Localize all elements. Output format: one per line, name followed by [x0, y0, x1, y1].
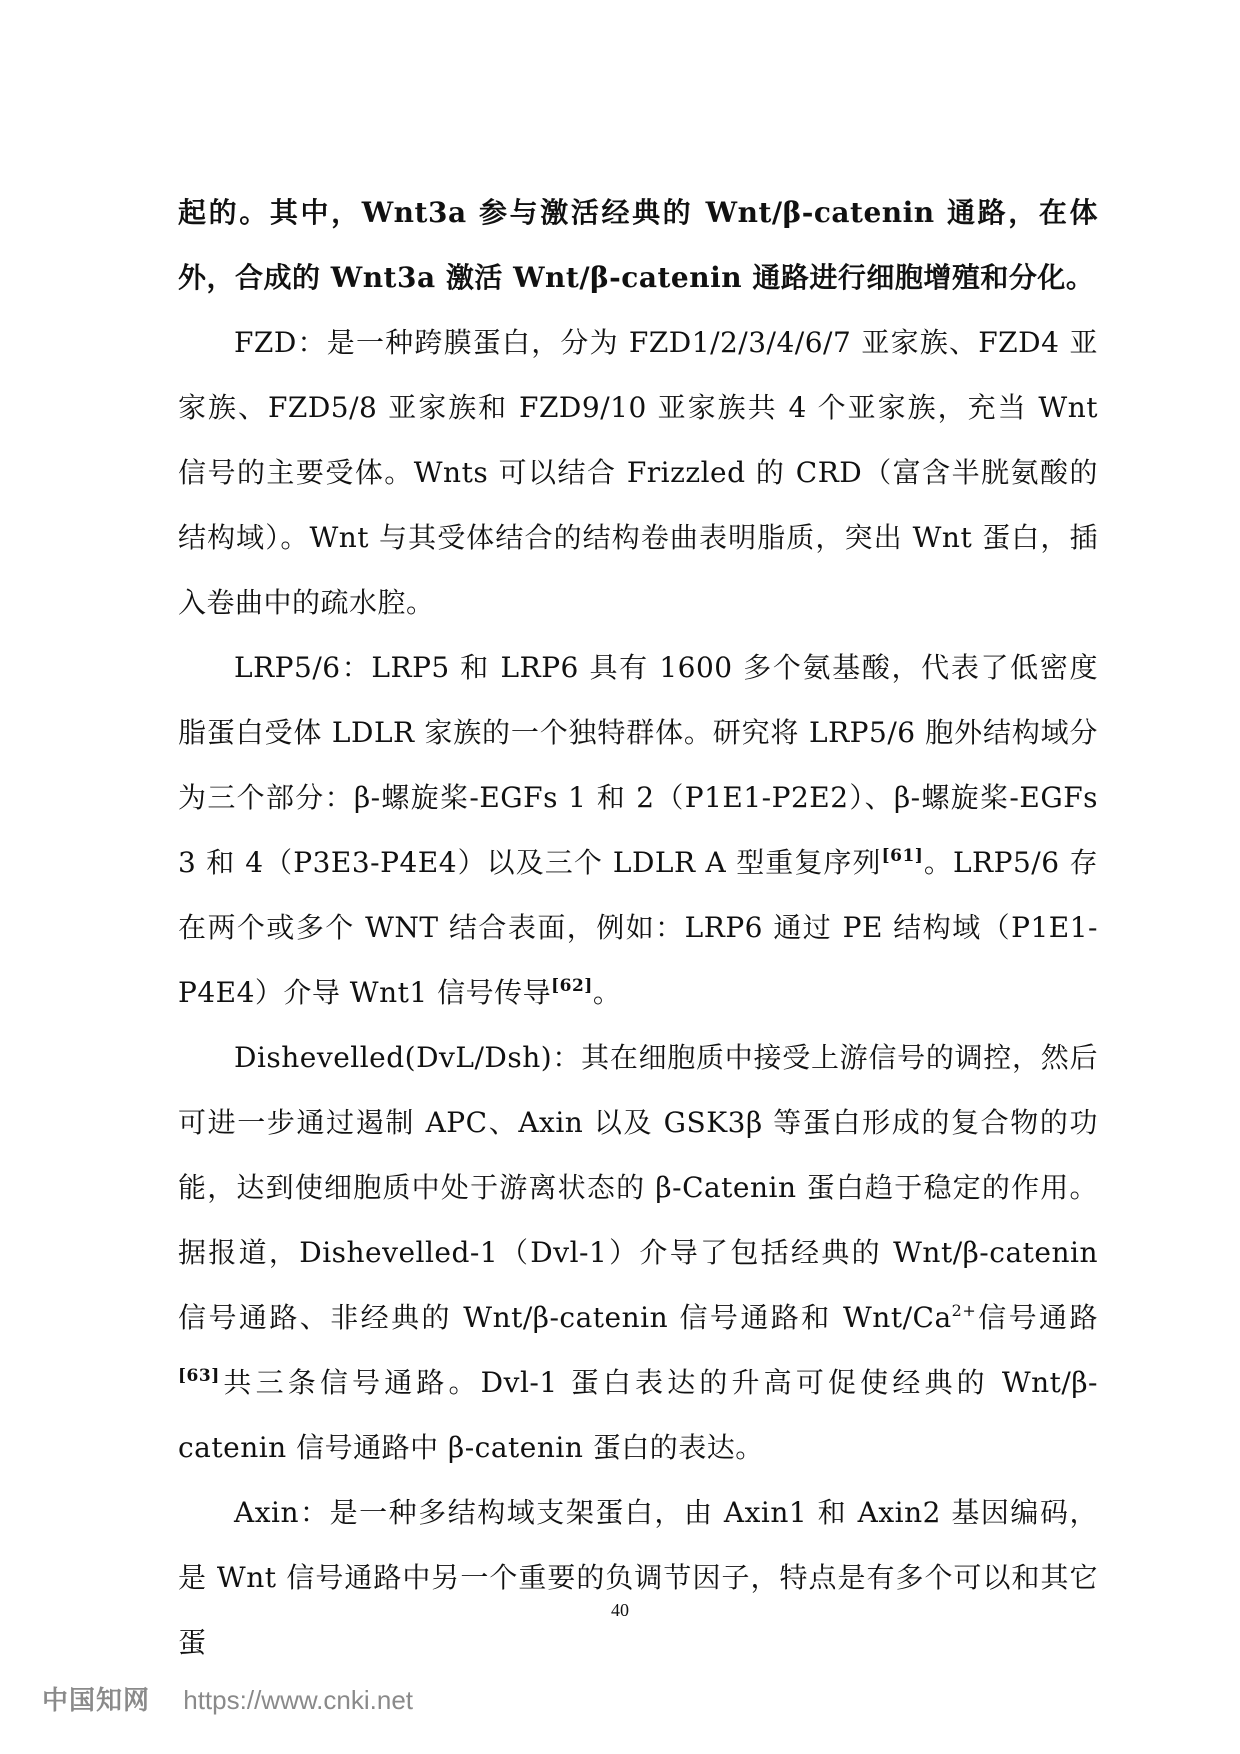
paragraph-text: 信号通路 — [976, 1301, 1098, 1334]
paragraph-text: 。 — [592, 976, 622, 1009]
cnki-url[interactable]: https://www.cnki.net — [183, 1685, 414, 1715]
page-body — [178, 180, 1098, 1675]
paragraph-continuation: 起的。其中，Wnt3a 参与激活经典的 Wnt/β-catenin 通路，在体外，合成的 Wnt3a 激活 Wnt/β-catenin 通路进行细胞增殖和分化。 — [178, 196, 1098, 294]
paragraph-dishevelled — [178, 1025, 1098, 1480]
paragraph-text: 。LRP5/6 存在两个或多个 WNT 结合表面，例如：LRP6 通过 PE 结构域（P1E1-P4E4）介导 Wnt1 信号传导 — [178, 846, 1098, 1009]
paragraph-fzd: FZD：是一种跨膜蛋白，分为 FZD1/2/3/4/6/7 亚家族、FZD4 亚家族、FZD5/8 亚家族和 FZD9/10 亚家族共 4 个亚家族，充当 Wnt 信号的主要受体。Wnts 可以结合 Frizzled 的 CRD（富含半胱氨酸的结构域）。Wnt 与其受体结合的结构卷曲表明脂质，突出 Wnt 蛋白，插入卷曲中的疏水腔。 — [178, 326, 1098, 619]
citation-63: [63] — [178, 1366, 220, 1386]
footer-watermark — [42, 1680, 413, 1717]
paragraph-text: 共三条信号通路。Dvl-1 蛋白表达的升高可促使经典的 Wnt/β-catenin 信号通路中 β-catenin 蛋白的表达。 — [178, 1366, 1098, 1464]
citation-61: [61] — [881, 846, 924, 866]
page-number: 40 — [611, 1600, 629, 1620]
paragraph-text: LRP5/6：LRP5 和 LRP6 具有 1600 多个氨基酸，代表了低密度脂蛋白受体 LDLR 家族的一个独特群体。研究将 LRP5/6 胞外结构域分为三个部分：β-螺旋桨-EGFs 1 和 2（P1E1-P2E2）、β-螺旋桨-EGFs 3 和 4（P3E3-P4E4）以及三个 LDLR A 型重复序列 — [178, 651, 1098, 879]
paragraph-text: Dishevelled(DvL/Dsh)：其在细胞质中接受上游信号的调控，然后可进一步通过遏制 APC、Axin 以及 GSK3β 等蛋白形成的复合物的功能，达到使细胞质中处于游离状态的 β-Catenin 蛋白趋于稳定的作用。据报道，Dishevelled-1（Dvl-1）介导了包括经典的 Wnt/β-catenin 信号通路、非经典的 Wnt/β-catenin 信号通路和 Wnt/Ca — [178, 1041, 1098, 1334]
citation-62: [62] — [551, 976, 593, 996]
paragraph-lrp56 — [178, 635, 1098, 1025]
paragraph-axin: Axin：是一种多结构域支架蛋白，由 Axin1 和 Axin2 基因编码，是 Wnt 信号通路中另一个重要的负调节因子，特点是有多个可以和其它蛋 — [178, 1496, 1098, 1659]
ion-charge: 2+ — [951, 1301, 977, 1320]
cnki-logo-text: 中国知网 — [42, 1685, 151, 1715]
